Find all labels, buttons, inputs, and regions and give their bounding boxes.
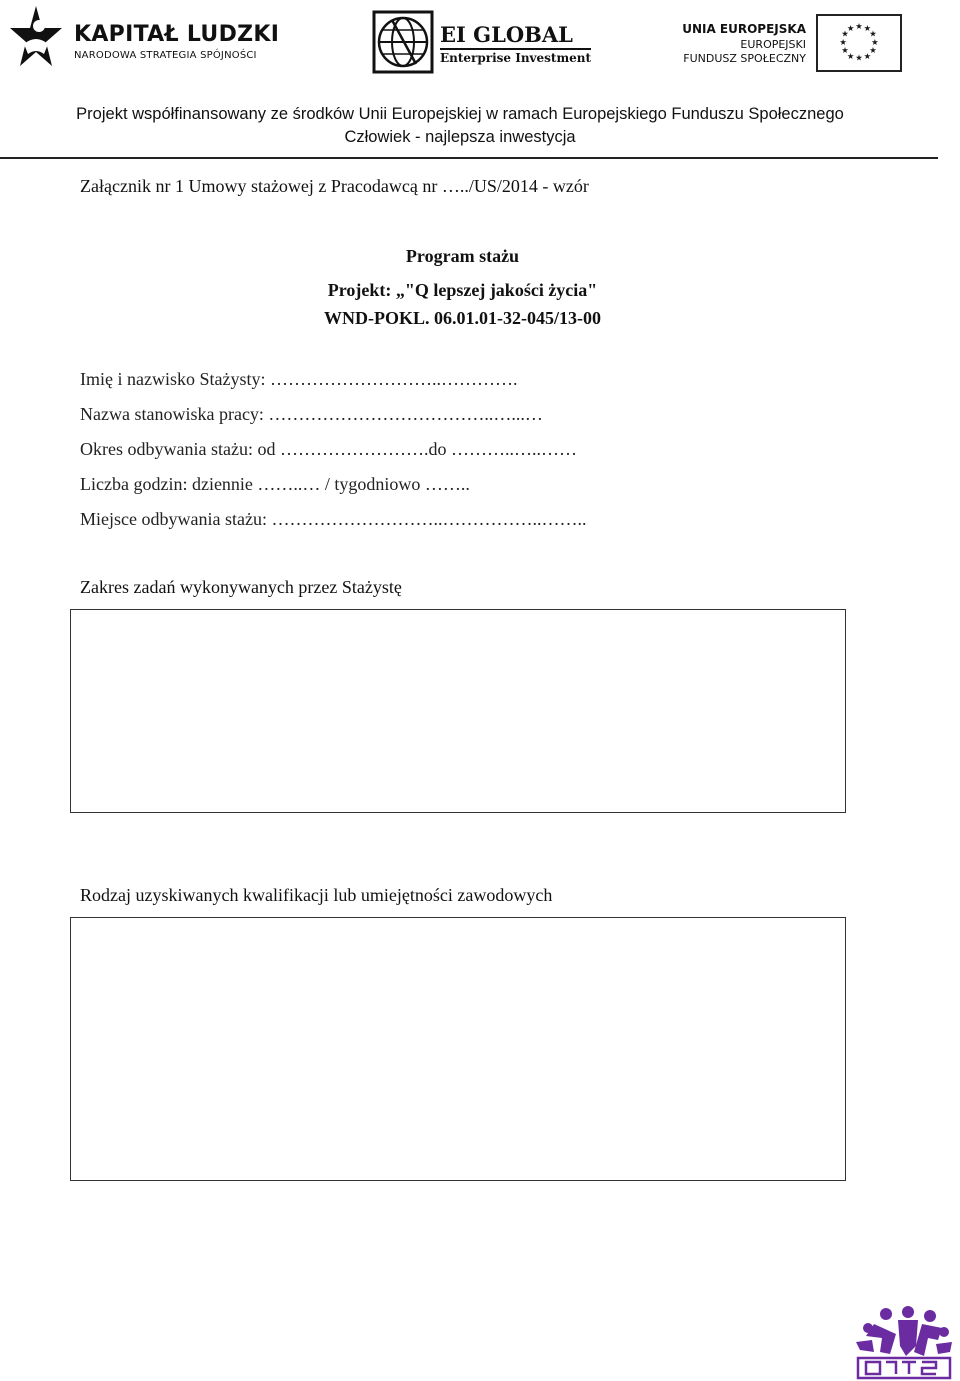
kapital-ludzki-title: KAPITAŁ LUDZKI — [74, 22, 280, 47]
ei-global-title: EI GLOBAL — [440, 22, 573, 47]
project-slogan-line: Człowiek - najlepsza inwestycja — [344, 128, 576, 146]
svg-text:★: ★ — [841, 28, 849, 39]
field-position: Nazwa stanowiska pracy: ………………………………..…...… — [80, 404, 543, 424]
eu-logo — [682, 12, 906, 74]
eu-flag-icon — [816, 14, 902, 72]
svg-text:★: ★ — [839, 36, 847, 47]
circle-people-logo-icon — [852, 1306, 956, 1381]
svg-text:★: ★ — [855, 52, 863, 63]
project-code: WND-POKL. 06.01.01-32-045/13-00 — [324, 308, 601, 328]
ei-global-subtitle: Enterprise Investment — [440, 48, 591, 65]
field-trainee-name: Imię i nazwisko Stażysty: ………………………..…………. — [80, 369, 518, 389]
svg-text:★: ★ — [863, 22, 872, 33]
kapital-ludzki-subtitle: NARODOWA STRATEGIA SPÓJNOŚCI — [74, 50, 257, 61]
svg-text:★: ★ — [863, 50, 872, 61]
field-hours: Liczba godzin: dziennie ……..… / tygodniowo …….. — [80, 474, 470, 494]
attachment-line: Załącznik nr 1 Umowy stażowej z Pracodawcą nr …../US/2014 - wzór — [80, 176, 589, 196]
field-place: Miejsce odbywania stażu: ………………………..……………..…….. — [80, 509, 587, 529]
svg-text:★: ★ — [841, 45, 849, 56]
project-name: Projekt: „"Q lepszej jakości życia" — [327, 280, 598, 300]
project-cofinancing-line: Projekt współfinansowany ze środków Unii Europejskiej w ramach Europejskiego Funduszu Społecznego — [76, 105, 844, 123]
qualifications-box[interactable] — [70, 917, 846, 1181]
svg-text:★: ★ — [871, 36, 879, 47]
tasks-heading: Zakres zadań wykonywanych przez Stażystę — [80, 577, 402, 597]
ei-global-logo — [372, 10, 592, 76]
qualifications-heading: Rodzaj uzyskiwanych kwalifikacji lub umiejętności zawodowych — [80, 885, 553, 905]
eu-line2: EUROPEJSKI — [740, 38, 806, 51]
ei-global-globe-icon — [372, 10, 434, 74]
kapital-ludzki-logo — [8, 4, 280, 76]
svg-text:★: ★ — [855, 21, 863, 32]
tasks-box[interactable] — [70, 609, 846, 813]
eu-line3: FUNDUSZ SPOŁECZNY — [683, 52, 806, 65]
svg-text:★: ★ — [869, 28, 877, 39]
svg-text:★: ★ — [869, 45, 877, 56]
svg-text:★: ★ — [846, 50, 855, 61]
kapital-ludzki-star-icon — [8, 4, 64, 76]
svg-text:★: ★ — [846, 22, 855, 33]
document-title: Program stażu — [405, 246, 520, 266]
header-divider — [0, 157, 938, 159]
eu-line1: UNIA EUROPEJSKA — [682, 22, 806, 36]
field-period: Okres odbywania stażu: od …………………….do ………..…..…… — [80, 439, 577, 459]
